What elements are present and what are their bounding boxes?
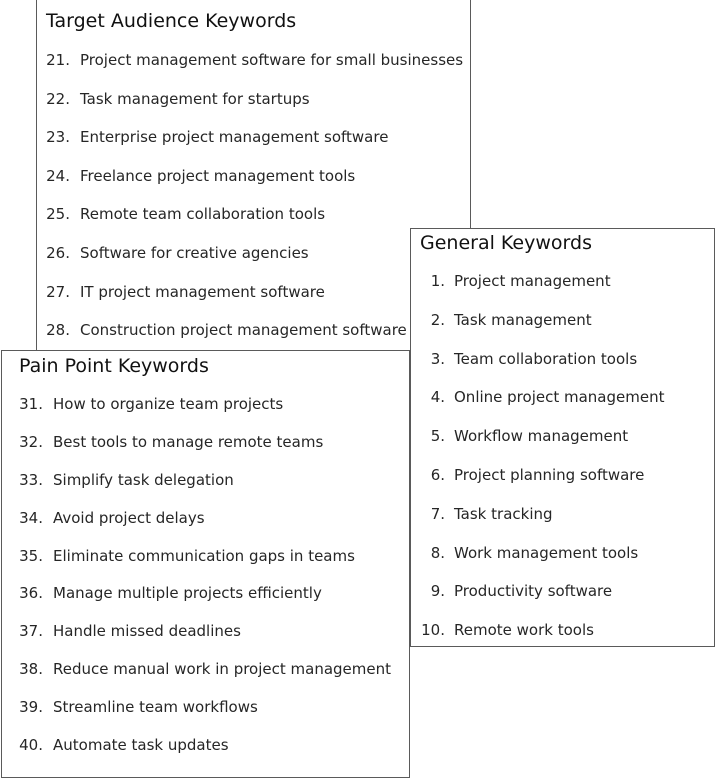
keyword-list xyxy=(19,395,391,774)
list-item xyxy=(19,660,391,698)
item-number: 40. xyxy=(19,736,43,755)
item-text: Construction project management software xyxy=(80,321,407,340)
item-number: 25. xyxy=(46,205,70,224)
list-item xyxy=(46,167,463,206)
list-item xyxy=(19,509,391,547)
item-text: Streamline team workflows xyxy=(53,698,258,717)
item-number: 39. xyxy=(19,698,43,717)
item-text: Reduce manual work in project management xyxy=(53,660,392,679)
list-item xyxy=(19,471,391,509)
item-number: 23. xyxy=(46,128,70,147)
panel-title: Pain Point Keywords xyxy=(19,355,209,377)
list-item xyxy=(420,466,664,505)
item-number: 7. xyxy=(430,504,445,523)
list-item xyxy=(46,244,463,283)
item-number: 24. xyxy=(46,166,70,185)
item-text: Handle missed deadlines xyxy=(53,622,241,641)
list-item xyxy=(420,544,664,583)
list-item xyxy=(19,698,391,736)
list-item xyxy=(420,272,664,311)
item-text: Task management xyxy=(454,310,592,329)
item-number: 6. xyxy=(430,465,445,484)
item-number: 38. xyxy=(19,660,43,679)
list-item xyxy=(19,584,391,622)
item-number: 5. xyxy=(430,427,445,446)
item-text: How to organize team projects xyxy=(53,395,284,413)
item-text: Task tracking xyxy=(454,504,553,523)
item-number: 27. xyxy=(46,282,70,301)
list-item xyxy=(420,582,664,621)
list-item xyxy=(19,736,391,774)
panel-title: Target Audience Keywords xyxy=(46,10,297,32)
item-number: 34. xyxy=(19,508,43,527)
item-number: 28. xyxy=(46,321,70,340)
item-number: 32. xyxy=(19,432,43,451)
item-number: 4. xyxy=(430,388,445,407)
item-text: Simplify task delegation xyxy=(53,470,234,489)
item-text: Eliminate communication gaps in teams xyxy=(53,546,355,565)
item-text: Online project management xyxy=(454,388,665,407)
item-text: Task management for startups xyxy=(80,89,310,108)
list-item xyxy=(420,388,664,427)
item-number: 36. xyxy=(19,584,43,603)
item-text: Freelance project management tools xyxy=(80,166,356,185)
keyword-list xyxy=(46,51,463,360)
list-item xyxy=(420,621,664,660)
item-number: 10. xyxy=(421,621,445,640)
item-number: 1. xyxy=(430,272,445,290)
list-item xyxy=(420,311,664,350)
keyword-list xyxy=(420,272,664,660)
item-number: 22. xyxy=(46,89,70,108)
item-text: IT project management software xyxy=(80,282,325,301)
list-item xyxy=(420,350,664,389)
item-number: 26. xyxy=(46,243,70,262)
item-number: 33. xyxy=(19,470,43,489)
list-item xyxy=(19,395,391,433)
item-text: Software for creative agencies xyxy=(80,243,309,262)
item-text: Productivity software xyxy=(454,582,613,601)
list-item xyxy=(46,283,463,322)
list-item xyxy=(46,128,463,167)
item-text: Project management software for small businesses xyxy=(80,51,464,69)
item-text: Manage multiple projects efficiently xyxy=(53,584,322,603)
item-text: Enterprise project management software xyxy=(80,128,389,147)
item-text: Work management tools xyxy=(454,543,639,562)
panel-title: General Keywords xyxy=(420,232,592,254)
item-text: Project planning software xyxy=(454,465,645,484)
item-text: Automate task updates xyxy=(53,736,229,755)
item-text: Workflow management xyxy=(454,427,629,446)
item-text: Remote work tools xyxy=(454,621,594,640)
list-item xyxy=(420,427,664,466)
general-keywords-panel xyxy=(410,228,715,647)
list-item xyxy=(19,433,391,471)
item-number: 2. xyxy=(430,310,445,329)
list-item xyxy=(19,622,391,660)
list-item xyxy=(46,90,463,129)
list-item xyxy=(19,547,391,585)
item-text: Avoid project delays xyxy=(53,508,205,527)
pain-point-keywords-panel xyxy=(1,350,410,778)
item-number: 8. xyxy=(430,543,445,562)
list-item xyxy=(46,205,463,244)
item-text: Project management xyxy=(454,272,611,290)
item-number: 35. xyxy=(19,546,43,565)
item-number: 21. xyxy=(46,51,70,69)
item-text: Team collaboration tools xyxy=(454,349,638,368)
item-text: Remote team collaboration tools xyxy=(80,205,326,224)
item-number: 37. xyxy=(19,622,43,641)
item-text: Best tools to manage remote teams xyxy=(53,432,324,451)
item-number: 31. xyxy=(19,395,43,413)
list-item xyxy=(420,505,664,544)
list-item xyxy=(46,51,463,90)
item-number: 9. xyxy=(430,582,445,601)
item-number: 3. xyxy=(430,349,445,368)
